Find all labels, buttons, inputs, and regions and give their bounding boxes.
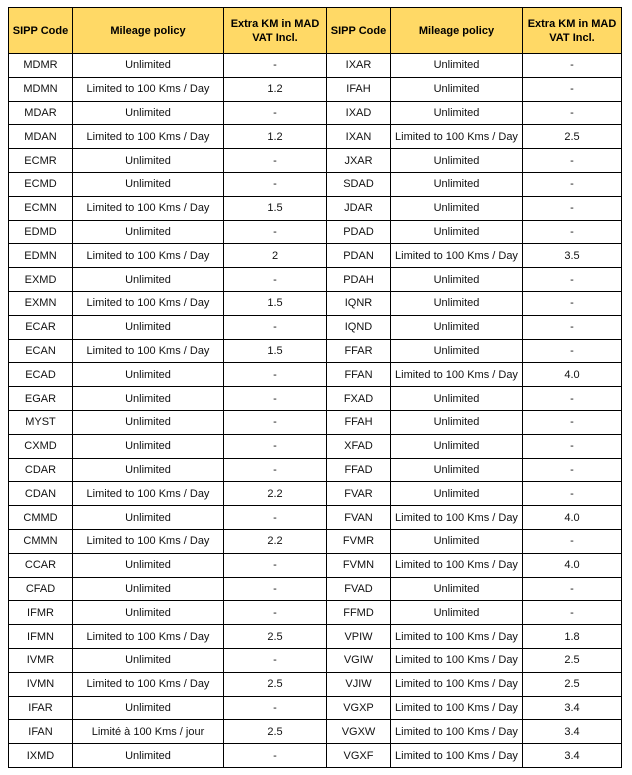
cell-extra-km-right: - [523, 577, 622, 601]
cell-mileage-policy-left: Limited to 100 Kms / Day [73, 125, 224, 149]
cell-extra-km-left: 1.2 [224, 77, 327, 101]
cell-extra-km-right: - [523, 315, 622, 339]
cell-sipp-code-right: VJIW [327, 672, 391, 696]
table-row [9, 54, 622, 78]
cell-extra-km-left: 1.2 [224, 125, 327, 149]
cell-sipp-code-right: FVMN [327, 553, 391, 577]
cell-extra-km-left: - [224, 315, 327, 339]
cell-mileage-policy-left: Unlimited [73, 268, 224, 292]
cell-sipp-code-right: FVAR [327, 482, 391, 506]
cell-mileage-policy-left: Unlimited [73, 54, 224, 78]
cell-sipp-code-left: ECAD [9, 363, 73, 387]
table-row [9, 744, 622, 768]
cell-mileage-policy-right: Unlimited [391, 291, 523, 315]
cell-sipp-code-right: PDAH [327, 268, 391, 292]
cell-sipp-code-left: MDMR [9, 54, 73, 78]
table-row [9, 268, 622, 292]
table-row [9, 506, 622, 530]
cell-sipp-code-right: PDAN [327, 244, 391, 268]
cell-sipp-code-right: IXAR [327, 54, 391, 78]
cell-extra-km-left: - [224, 577, 327, 601]
cell-extra-km-right: 3.4 [523, 744, 622, 768]
cell-mileage-policy-left: Limited to 100 Kms / Day [73, 196, 224, 220]
table-header [9, 8, 622, 54]
table-row [9, 601, 622, 625]
cell-sipp-code-left: MDAR [9, 101, 73, 125]
cell-extra-km-right: - [523, 387, 622, 411]
cell-sipp-code-right: IQND [327, 315, 391, 339]
cell-sipp-code-right: VGXP [327, 696, 391, 720]
cell-mileage-policy-left: Unlimited [73, 553, 224, 577]
cell-mileage-policy-left: Limited to 100 Kms / Day [73, 291, 224, 315]
cell-sipp-code-left: IFAR [9, 696, 73, 720]
table-row [9, 577, 622, 601]
table-row [9, 101, 622, 125]
cell-extra-km-left: - [224, 458, 327, 482]
cell-extra-km-left: - [224, 410, 327, 434]
cell-mileage-policy-right: Unlimited [391, 387, 523, 411]
cell-extra-km-left: 2.2 [224, 529, 327, 553]
cell-mileage-policy-right: Unlimited [391, 482, 523, 506]
cell-sipp-code-left: MYST [9, 410, 73, 434]
mileage-policy-table [8, 7, 622, 768]
cell-extra-km-left: - [224, 54, 327, 78]
table-row [9, 172, 622, 196]
cell-extra-km-right: - [523, 268, 622, 292]
cell-sipp-code-right: PDAD [327, 220, 391, 244]
cell-mileage-policy-left: Limited to 100 Kms / Day [73, 672, 224, 696]
cell-extra-km-right: - [523, 434, 622, 458]
table-row [9, 482, 622, 506]
cell-extra-km-left: - [224, 220, 327, 244]
cell-mileage-policy-left: Limited to 100 Kms / Day [73, 482, 224, 506]
cell-mileage-policy-left: Unlimited [73, 410, 224, 434]
cell-mileage-policy-left: Unlimited [73, 315, 224, 339]
cell-extra-km-right: - [523, 172, 622, 196]
cell-mileage-policy-left: Unlimited [73, 648, 224, 672]
cell-sipp-code-right: IQNR [327, 291, 391, 315]
table-row [9, 672, 622, 696]
cell-extra-km-right: - [523, 410, 622, 434]
table-row [9, 696, 622, 720]
cell-mileage-policy-right: Limited to 100 Kms / Day [391, 648, 523, 672]
cell-mileage-policy-right: Limited to 100 Kms / Day [391, 506, 523, 530]
cell-mileage-policy-right: Limited to 100 Kms / Day [391, 363, 523, 387]
table-row [9, 363, 622, 387]
cell-sipp-code-left: CDAR [9, 458, 73, 482]
cell-mileage-policy-right: Unlimited [391, 339, 523, 363]
table-row [9, 77, 622, 101]
cell-extra-km-left: - [224, 553, 327, 577]
cell-sipp-code-left: ECAN [9, 339, 73, 363]
cell-extra-km-left: - [224, 363, 327, 387]
cell-extra-km-left: - [224, 744, 327, 768]
cell-sipp-code-right: VPIW [327, 625, 391, 649]
cell-extra-km-left: 1.5 [224, 291, 327, 315]
table-row [9, 387, 622, 411]
table-row [9, 125, 622, 149]
cell-sipp-code-right: IXAD [327, 101, 391, 125]
cell-sipp-code-left: EDMN [9, 244, 73, 268]
cell-sipp-code-left: CXMD [9, 434, 73, 458]
cell-extra-km-left: 2.5 [224, 720, 327, 744]
cell-sipp-code-right: XFAD [327, 434, 391, 458]
cell-extra-km-left: 2.5 [224, 625, 327, 649]
table-row [9, 720, 622, 744]
cell-sipp-code-left: EGAR [9, 387, 73, 411]
cell-sipp-code-right: FFAD [327, 458, 391, 482]
header-mileage-policy-left: Mileage policy [73, 8, 224, 54]
cell-sipp-code-left: IFAN [9, 720, 73, 744]
table-row [9, 529, 622, 553]
cell-mileage-policy-right: Limited to 100 Kms / Day [391, 625, 523, 649]
cell-sipp-code-right: SDAD [327, 172, 391, 196]
header-row [9, 8, 622, 54]
cell-sipp-code-right: FVMR [327, 529, 391, 553]
cell-extra-km-right: 2.5 [523, 648, 622, 672]
cell-extra-km-right: 1.8 [523, 625, 622, 649]
cell-mileage-policy-left: Unlimited [73, 458, 224, 482]
cell-extra-km-left: - [224, 601, 327, 625]
table-row [9, 244, 622, 268]
cell-mileage-policy-left: Unlimited [73, 220, 224, 244]
cell-sipp-code-left: MDAN [9, 125, 73, 149]
table-row [9, 410, 622, 434]
cell-mileage-policy-right: Unlimited [391, 529, 523, 553]
cell-extra-km-right: 2.5 [523, 672, 622, 696]
cell-extra-km-left: - [224, 268, 327, 292]
cell-mileage-policy-right: Unlimited [391, 172, 523, 196]
cell-sipp-code-left: ECAR [9, 315, 73, 339]
cell-sipp-code-left: IXMD [9, 744, 73, 768]
cell-sipp-code-right: FFAH [327, 410, 391, 434]
cell-extra-km-right: 4.0 [523, 553, 622, 577]
cell-extra-km-left: 2.5 [224, 672, 327, 696]
header-sipp-code-right: SIPP Code [327, 8, 391, 54]
cell-mileage-policy-right: Unlimited [391, 149, 523, 173]
cell-sipp-code-left: IVMN [9, 672, 73, 696]
table-row [9, 648, 622, 672]
cell-mileage-policy-left: Limité à 100 Kms / jour [73, 720, 224, 744]
cell-mileage-policy-right: Unlimited [391, 196, 523, 220]
cell-extra-km-right: - [523, 458, 622, 482]
cell-mileage-policy-right: Limited to 100 Kms / Day [391, 696, 523, 720]
cell-extra-km-left: - [224, 696, 327, 720]
cell-extra-km-left: - [224, 172, 327, 196]
cell-sipp-code-right: JDAR [327, 196, 391, 220]
cell-mileage-policy-right: Limited to 100 Kms / Day [391, 244, 523, 268]
cell-sipp-code-right: FFMD [327, 601, 391, 625]
cell-mileage-policy-left: Limited to 100 Kms / Day [73, 77, 224, 101]
cell-sipp-code-left: ECMN [9, 196, 73, 220]
cell-mileage-policy-left: Limited to 100 Kms / Day [73, 339, 224, 363]
cell-sipp-code-left: ECMD [9, 172, 73, 196]
table-body [9, 54, 622, 768]
cell-mileage-policy-right: Unlimited [391, 77, 523, 101]
cell-mileage-policy-right: Unlimited [391, 458, 523, 482]
cell-mileage-policy-left: Unlimited [73, 601, 224, 625]
cell-extra-km-right: 3.5 [523, 244, 622, 268]
cell-sipp-code-left: CFAD [9, 577, 73, 601]
cell-extra-km-left: - [224, 387, 327, 411]
cell-extra-km-right: 4.0 [523, 506, 622, 530]
header-extra-km-left: Extra KM in MAD VAT Incl. [224, 8, 327, 54]
table-row [9, 458, 622, 482]
cell-extra-km-right: - [523, 220, 622, 244]
cell-sipp-code-right: IXAN [327, 125, 391, 149]
cell-sipp-code-right: VGIW [327, 648, 391, 672]
cell-extra-km-left: - [224, 101, 327, 125]
cell-sipp-code-left: EXMN [9, 291, 73, 315]
cell-extra-km-left: 2.2 [224, 482, 327, 506]
cell-mileage-policy-left: Limited to 100 Kms / Day [73, 625, 224, 649]
cell-sipp-code-left: IVMR [9, 648, 73, 672]
cell-sipp-code-right: VGXF [327, 744, 391, 768]
cell-mileage-policy-left: Unlimited [73, 363, 224, 387]
cell-extra-km-left: 1.5 [224, 196, 327, 220]
cell-mileage-policy-right: Limited to 100 Kms / Day [391, 125, 523, 149]
header-sipp-code-left: SIPP Code [9, 8, 73, 54]
cell-mileage-policy-left: Unlimited [73, 101, 224, 125]
cell-extra-km-right: - [523, 482, 622, 506]
cell-mileage-policy-left: Unlimited [73, 434, 224, 458]
cell-extra-km-right: 3.4 [523, 720, 622, 744]
cell-extra-km-left: - [224, 149, 327, 173]
cell-mileage-policy-left: Limited to 100 Kms / Day [73, 244, 224, 268]
cell-mileage-policy-left: Limited to 100 Kms / Day [73, 529, 224, 553]
mileage-table-container [8, 7, 622, 768]
cell-mileage-policy-right: Limited to 100 Kms / Day [391, 672, 523, 696]
header-extra-km-right: Extra KM in MAD VAT Incl. [523, 8, 622, 54]
cell-mileage-policy-left: Unlimited [73, 149, 224, 173]
cell-extra-km-right: - [523, 601, 622, 625]
cell-extra-km-right: - [523, 101, 622, 125]
cell-mileage-policy-right: Limited to 100 Kms / Day [391, 720, 523, 744]
cell-sipp-code-left: EXMD [9, 268, 73, 292]
cell-extra-km-left: 2 [224, 244, 327, 268]
cell-sipp-code-left: IFMN [9, 625, 73, 649]
cell-sipp-code-right: FVAN [327, 506, 391, 530]
table-row [9, 291, 622, 315]
cell-extra-km-right: - [523, 291, 622, 315]
cell-extra-km-left: - [224, 506, 327, 530]
cell-mileage-policy-right: Unlimited [391, 54, 523, 78]
cell-mileage-policy-right: Unlimited [391, 601, 523, 625]
cell-mileage-policy-left: Unlimited [73, 744, 224, 768]
cell-sipp-code-right: VGXW [327, 720, 391, 744]
cell-extra-km-right: - [523, 54, 622, 78]
cell-extra-km-right: - [523, 196, 622, 220]
table-row [9, 315, 622, 339]
cell-mileage-policy-right: Unlimited [391, 410, 523, 434]
cell-mileage-policy-left: Unlimited [73, 696, 224, 720]
cell-mileage-policy-right: Unlimited [391, 315, 523, 339]
cell-sipp-code-left: CDAN [9, 482, 73, 506]
cell-sipp-code-right: FFAR [327, 339, 391, 363]
cell-sipp-code-left: MDMN [9, 77, 73, 101]
cell-mileage-policy-right: Unlimited [391, 268, 523, 292]
cell-mileage-policy-left: Unlimited [73, 506, 224, 530]
cell-mileage-policy-right: Limited to 100 Kms / Day [391, 744, 523, 768]
cell-sipp-code-left: CMMD [9, 506, 73, 530]
cell-extra-km-left: - [224, 434, 327, 458]
cell-sipp-code-right: IFAH [327, 77, 391, 101]
cell-mileage-policy-right: Unlimited [391, 101, 523, 125]
table-row [9, 196, 622, 220]
cell-sipp-code-left: CCAR [9, 553, 73, 577]
cell-mileage-policy-right: Unlimited [391, 220, 523, 244]
table-row [9, 339, 622, 363]
cell-sipp-code-right: FXAD [327, 387, 391, 411]
table-row [9, 220, 622, 244]
cell-sipp-code-right: FFAN [327, 363, 391, 387]
cell-extra-km-right: - [523, 149, 622, 173]
cell-extra-km-right: 2.5 [523, 125, 622, 149]
cell-extra-km-right: - [523, 529, 622, 553]
table-row [9, 625, 622, 649]
header-mileage-policy-right: Mileage policy [391, 8, 523, 54]
cell-extra-km-left: 1.5 [224, 339, 327, 363]
cell-extra-km-right: - [523, 77, 622, 101]
cell-mileage-policy-right: Limited to 100 Kms / Day [391, 553, 523, 577]
cell-extra-km-right: - [523, 339, 622, 363]
cell-mileage-policy-right: Unlimited [391, 577, 523, 601]
cell-extra-km-left: - [224, 648, 327, 672]
cell-extra-km-right: 4.0 [523, 363, 622, 387]
table-row [9, 553, 622, 577]
cell-sipp-code-right: JXAR [327, 149, 391, 173]
cell-sipp-code-left: CMMN [9, 529, 73, 553]
cell-extra-km-right: 3.4 [523, 696, 622, 720]
cell-mileage-policy-left: Unlimited [73, 387, 224, 411]
cell-mileage-policy-left: Unlimited [73, 577, 224, 601]
table-row [9, 149, 622, 173]
cell-sipp-code-left: EDMD [9, 220, 73, 244]
cell-sipp-code-left: ECMR [9, 149, 73, 173]
table-row [9, 434, 622, 458]
cell-sipp-code-left: IFMR [9, 601, 73, 625]
cell-mileage-policy-right: Unlimited [391, 434, 523, 458]
cell-mileage-policy-left: Unlimited [73, 172, 224, 196]
cell-sipp-code-right: FVAD [327, 577, 391, 601]
